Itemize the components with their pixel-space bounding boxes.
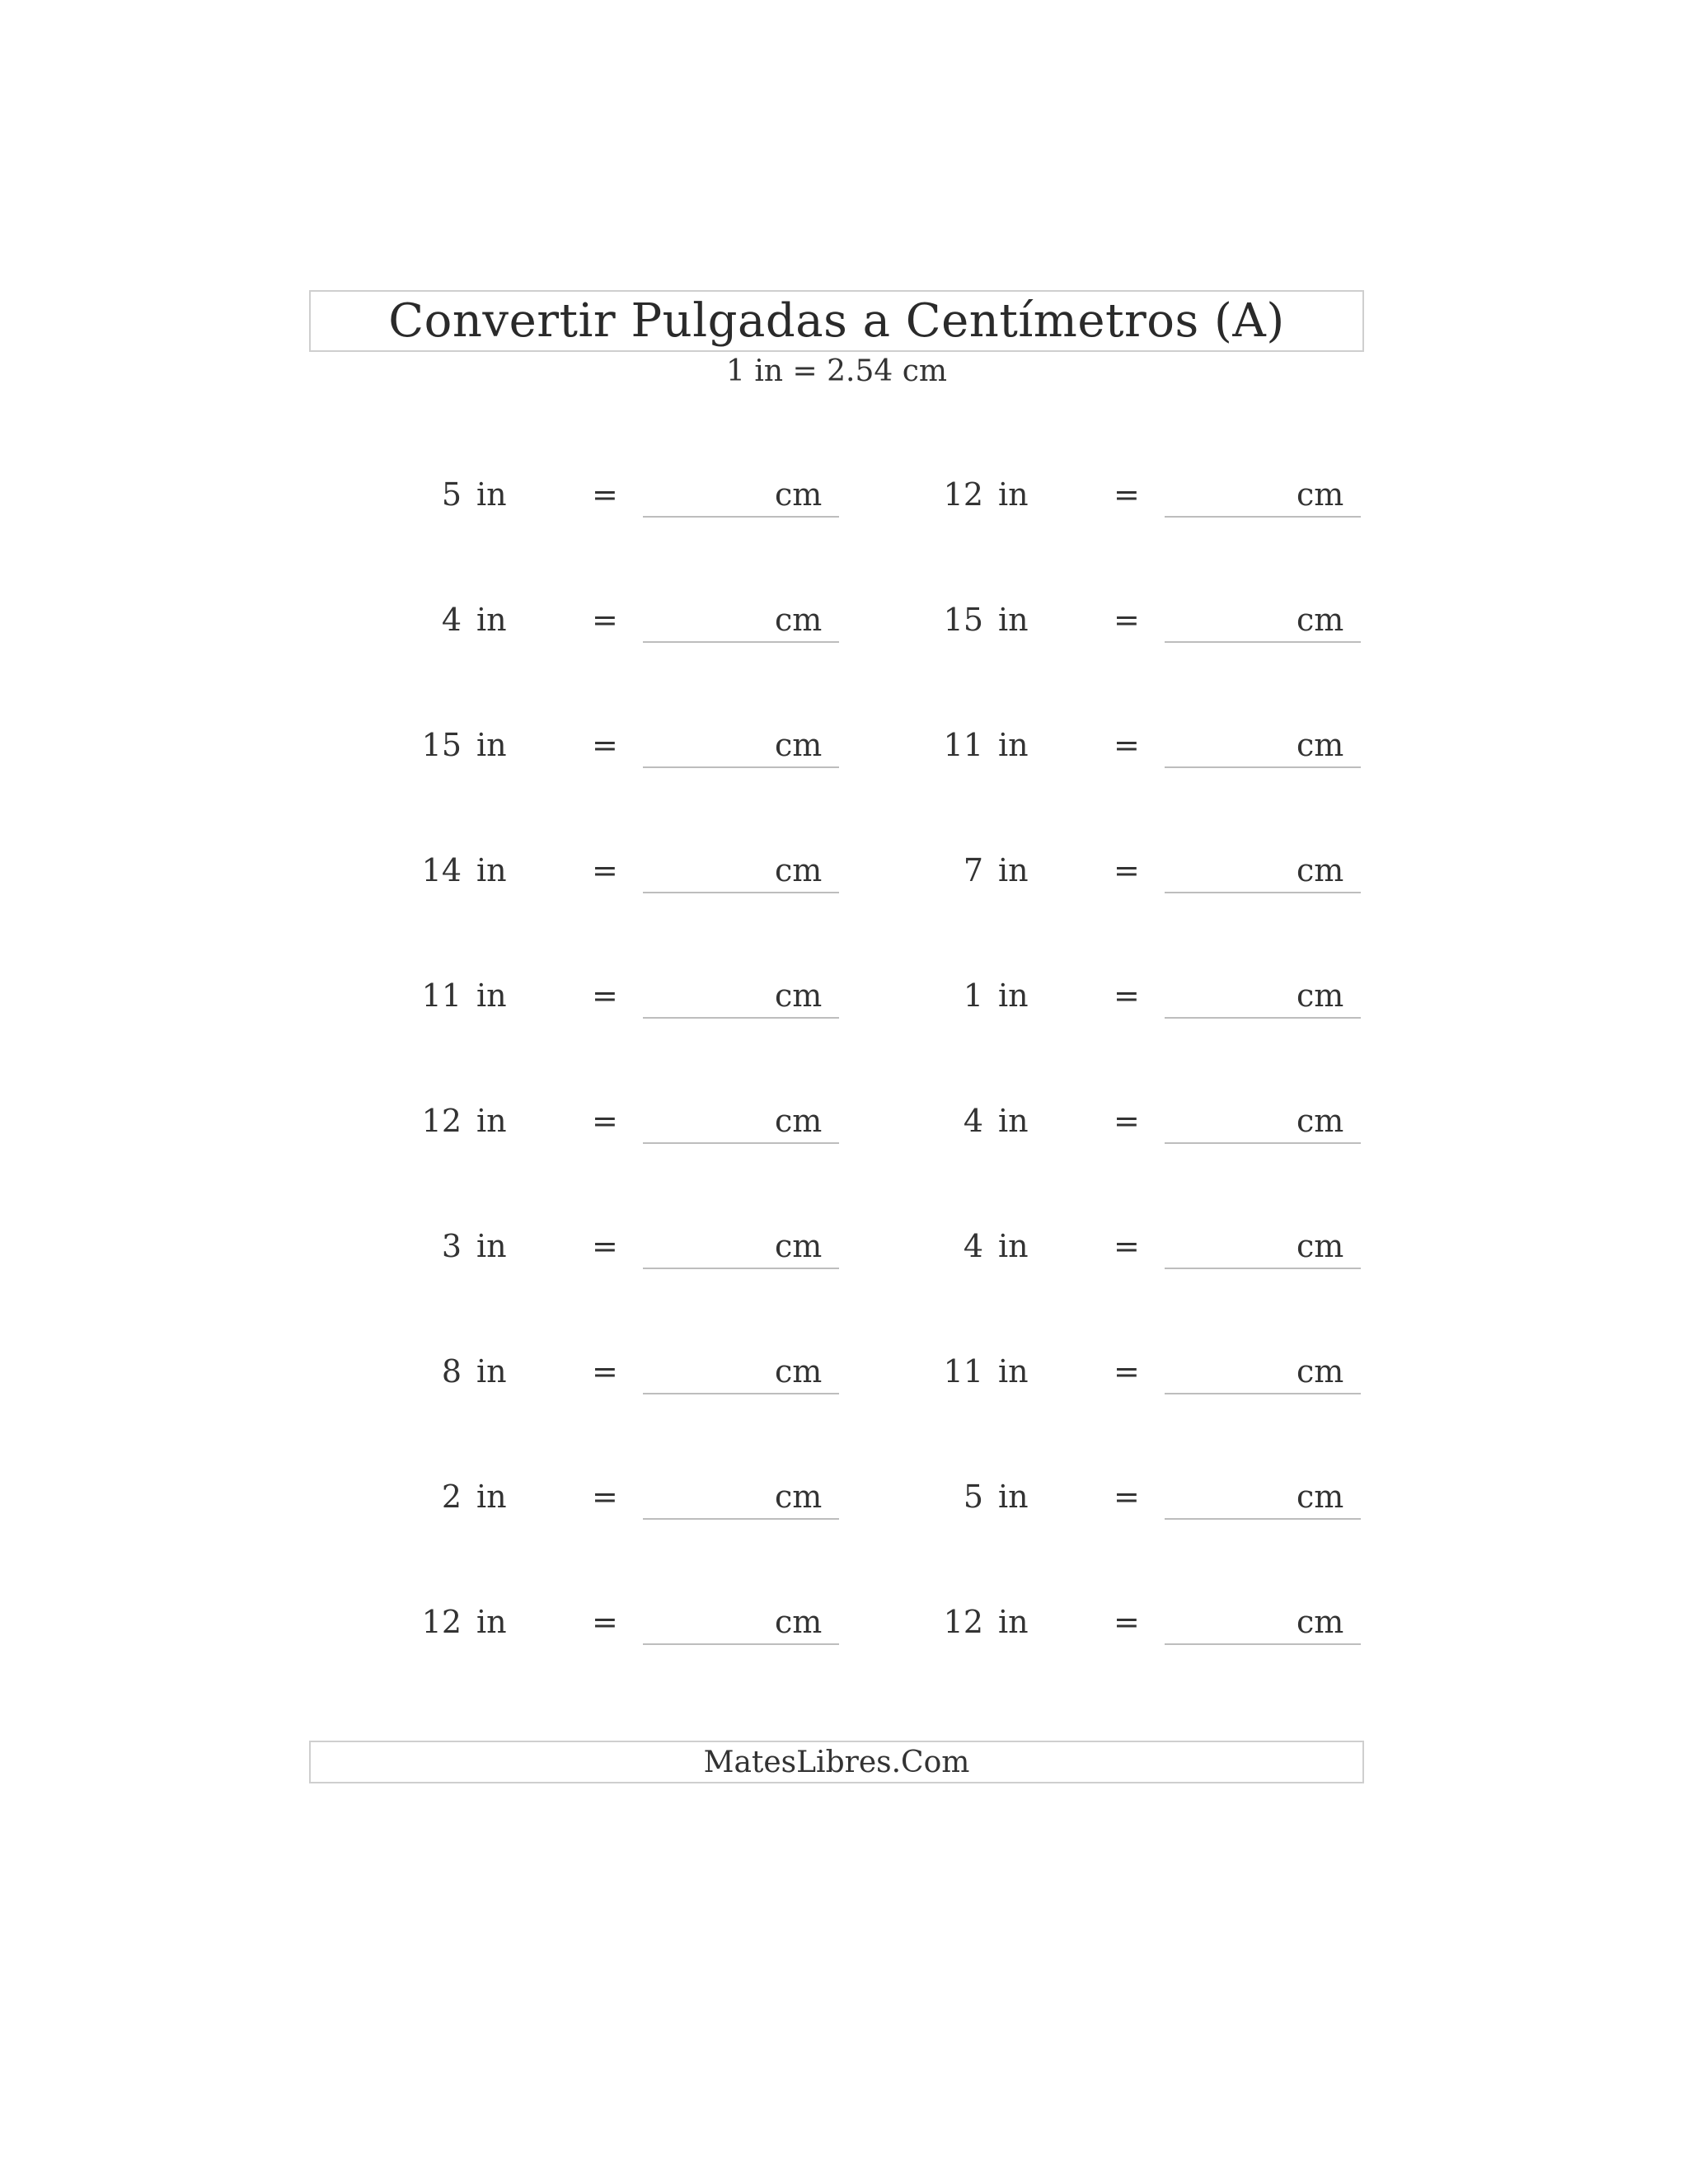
conversion-problem xyxy=(363,977,940,1027)
equals-sign: = xyxy=(592,852,618,888)
equals-sign: = xyxy=(1114,727,1140,763)
equals-sign: = xyxy=(592,727,618,763)
answer-blank[interactable] xyxy=(1165,766,1361,768)
cm-unit-label: cm xyxy=(775,1353,823,1390)
inch-unit-label: in xyxy=(998,1353,1029,1390)
conversion-problem xyxy=(884,602,1461,651)
inch-value: 14 xyxy=(421,852,462,888)
equals-sign: = xyxy=(1114,602,1140,638)
inch-unit-label: in xyxy=(998,1103,1029,1139)
inch-value: 12 xyxy=(421,1604,462,1640)
answer-blank[interactable] xyxy=(1165,1518,1361,1520)
answer-blank[interactable] xyxy=(643,1017,839,1019)
cm-unit-label: cm xyxy=(1296,852,1344,888)
inch-value: 11 xyxy=(943,727,983,763)
inch-value: 5 xyxy=(963,1479,983,1515)
cm-unit-label: cm xyxy=(1296,602,1344,638)
equals-sign: = xyxy=(592,1604,618,1640)
answer-blank[interactable] xyxy=(643,1142,839,1144)
conversion-problem xyxy=(884,727,1461,776)
conversion-problem xyxy=(363,602,940,651)
equals-sign: = xyxy=(592,1479,618,1515)
cm-unit-label: cm xyxy=(1296,727,1344,763)
cm-unit-label: cm xyxy=(775,727,823,763)
equals-sign: = xyxy=(1114,852,1140,888)
conversion-problem xyxy=(884,852,1461,902)
inch-value: 1 xyxy=(963,977,983,1014)
inch-unit-label: in xyxy=(476,602,507,638)
cm-unit-label: cm xyxy=(775,1604,823,1640)
inch-unit-label: in xyxy=(476,1228,507,1264)
equals-sign: = xyxy=(592,977,618,1014)
inch-value: 3 xyxy=(441,1228,462,1264)
inch-value: 4 xyxy=(963,1103,983,1139)
cm-unit-label: cm xyxy=(775,1228,823,1264)
cm-unit-label: cm xyxy=(775,602,823,638)
inch-unit-label: in xyxy=(998,1479,1029,1515)
conversion-problem xyxy=(363,727,940,776)
footer-site-name: MatesLibres.Com xyxy=(703,1745,970,1779)
inch-unit-label: in xyxy=(998,977,1029,1014)
equals-sign: = xyxy=(592,476,618,513)
inch-value: 12 xyxy=(943,1604,983,1640)
equals-sign: = xyxy=(1114,476,1140,513)
inch-unit-label: in xyxy=(998,727,1029,763)
cm-unit-label: cm xyxy=(1296,1103,1344,1139)
answer-blank[interactable] xyxy=(643,1518,839,1520)
inch-value: 4 xyxy=(441,602,462,638)
cm-unit-label: cm xyxy=(775,1103,823,1139)
inch-unit-label: in xyxy=(998,602,1029,638)
answer-blank[interactable] xyxy=(643,641,839,643)
inch-value: 4 xyxy=(963,1228,983,1264)
inch-unit-label: in xyxy=(998,852,1029,888)
answer-blank[interactable] xyxy=(643,1393,839,1394)
inch-value: 15 xyxy=(943,602,983,638)
conversion-problem xyxy=(884,1604,1461,1653)
inch-value: 7 xyxy=(963,852,983,888)
inch-unit-label: in xyxy=(476,977,507,1014)
conversion-problem xyxy=(884,1353,1461,1403)
answer-blank[interactable] xyxy=(643,516,839,518)
cm-unit-label: cm xyxy=(1296,977,1344,1014)
answer-blank[interactable] xyxy=(1165,1393,1361,1394)
equals-sign: = xyxy=(1114,1103,1140,1139)
inch-unit-label: in xyxy=(476,1103,507,1139)
conversion-problem xyxy=(363,476,940,526)
answer-blank[interactable] xyxy=(1165,892,1361,893)
inch-value: 8 xyxy=(441,1353,462,1390)
conversion-problem xyxy=(884,1103,1461,1152)
conversion-problem xyxy=(363,1604,940,1653)
equals-sign: = xyxy=(1114,1479,1140,1515)
conversion-problem xyxy=(363,1353,940,1403)
inch-value: 12 xyxy=(421,1103,462,1139)
conversion-problem xyxy=(884,977,1461,1027)
equals-sign: = xyxy=(592,1103,618,1139)
conversion-problem xyxy=(363,1479,940,1528)
answer-blank[interactable] xyxy=(1165,1268,1361,1269)
inch-value: 11 xyxy=(421,977,462,1014)
cm-unit-label: cm xyxy=(1296,476,1344,513)
conversion-problem xyxy=(363,1228,940,1277)
answer-blank[interactable] xyxy=(1165,516,1361,518)
equals-sign: = xyxy=(1114,977,1140,1014)
answer-blank[interactable] xyxy=(643,766,839,768)
inch-unit-label: in xyxy=(476,1353,507,1390)
inch-unit-label: in xyxy=(476,852,507,888)
inch-value: 5 xyxy=(441,476,462,513)
conversion-problem xyxy=(884,476,1461,526)
inch-unit-label: in xyxy=(476,476,507,513)
equals-sign: = xyxy=(1114,1604,1140,1640)
footer-box xyxy=(309,1741,1364,1783)
inch-unit-label: in xyxy=(476,1604,507,1640)
cm-unit-label: cm xyxy=(1296,1479,1344,1515)
cm-unit-label: cm xyxy=(1296,1228,1344,1264)
conversion-problem xyxy=(884,1228,1461,1277)
answer-blank[interactable] xyxy=(1165,1017,1361,1019)
inch-value: 15 xyxy=(421,727,462,763)
answer-blank[interactable] xyxy=(1165,641,1361,643)
conversion-problem xyxy=(363,852,940,902)
answer-blank[interactable] xyxy=(643,1268,839,1269)
inch-unit-label: in xyxy=(476,727,507,763)
inch-unit-label: in xyxy=(998,476,1029,513)
answer-blank[interactable] xyxy=(1165,1142,1361,1144)
cm-unit-label: cm xyxy=(1296,1604,1344,1640)
inch-value: 12 xyxy=(943,476,983,513)
inch-unit-label: in xyxy=(998,1228,1029,1264)
inch-unit-label: in xyxy=(476,1479,507,1515)
answer-blank[interactable] xyxy=(1165,1643,1361,1645)
answer-blank[interactable] xyxy=(643,892,839,893)
cm-unit-label: cm xyxy=(1296,1353,1344,1390)
equals-sign: = xyxy=(592,1228,618,1264)
cm-unit-label: cm xyxy=(775,1479,823,1515)
equals-sign: = xyxy=(1114,1228,1140,1264)
answer-blank[interactable] xyxy=(643,1643,839,1645)
inch-value: 11 xyxy=(943,1353,983,1390)
equals-sign: = xyxy=(592,602,618,638)
cm-unit-label: cm xyxy=(775,852,823,888)
cm-unit-label: cm xyxy=(775,977,823,1014)
conversion-factor: 1 in = 2.54 cm xyxy=(726,354,947,388)
cm-unit-label: cm xyxy=(775,476,823,513)
inch-value: 2 xyxy=(441,1479,462,1515)
equals-sign: = xyxy=(592,1353,618,1390)
conversion-problem xyxy=(884,1479,1461,1528)
inch-unit-label: in xyxy=(998,1604,1029,1640)
conversion-problem xyxy=(363,1103,940,1152)
equals-sign: = xyxy=(1114,1353,1140,1390)
page-title: Convertir Pulgadas a Centímetros (A) xyxy=(388,294,1285,348)
